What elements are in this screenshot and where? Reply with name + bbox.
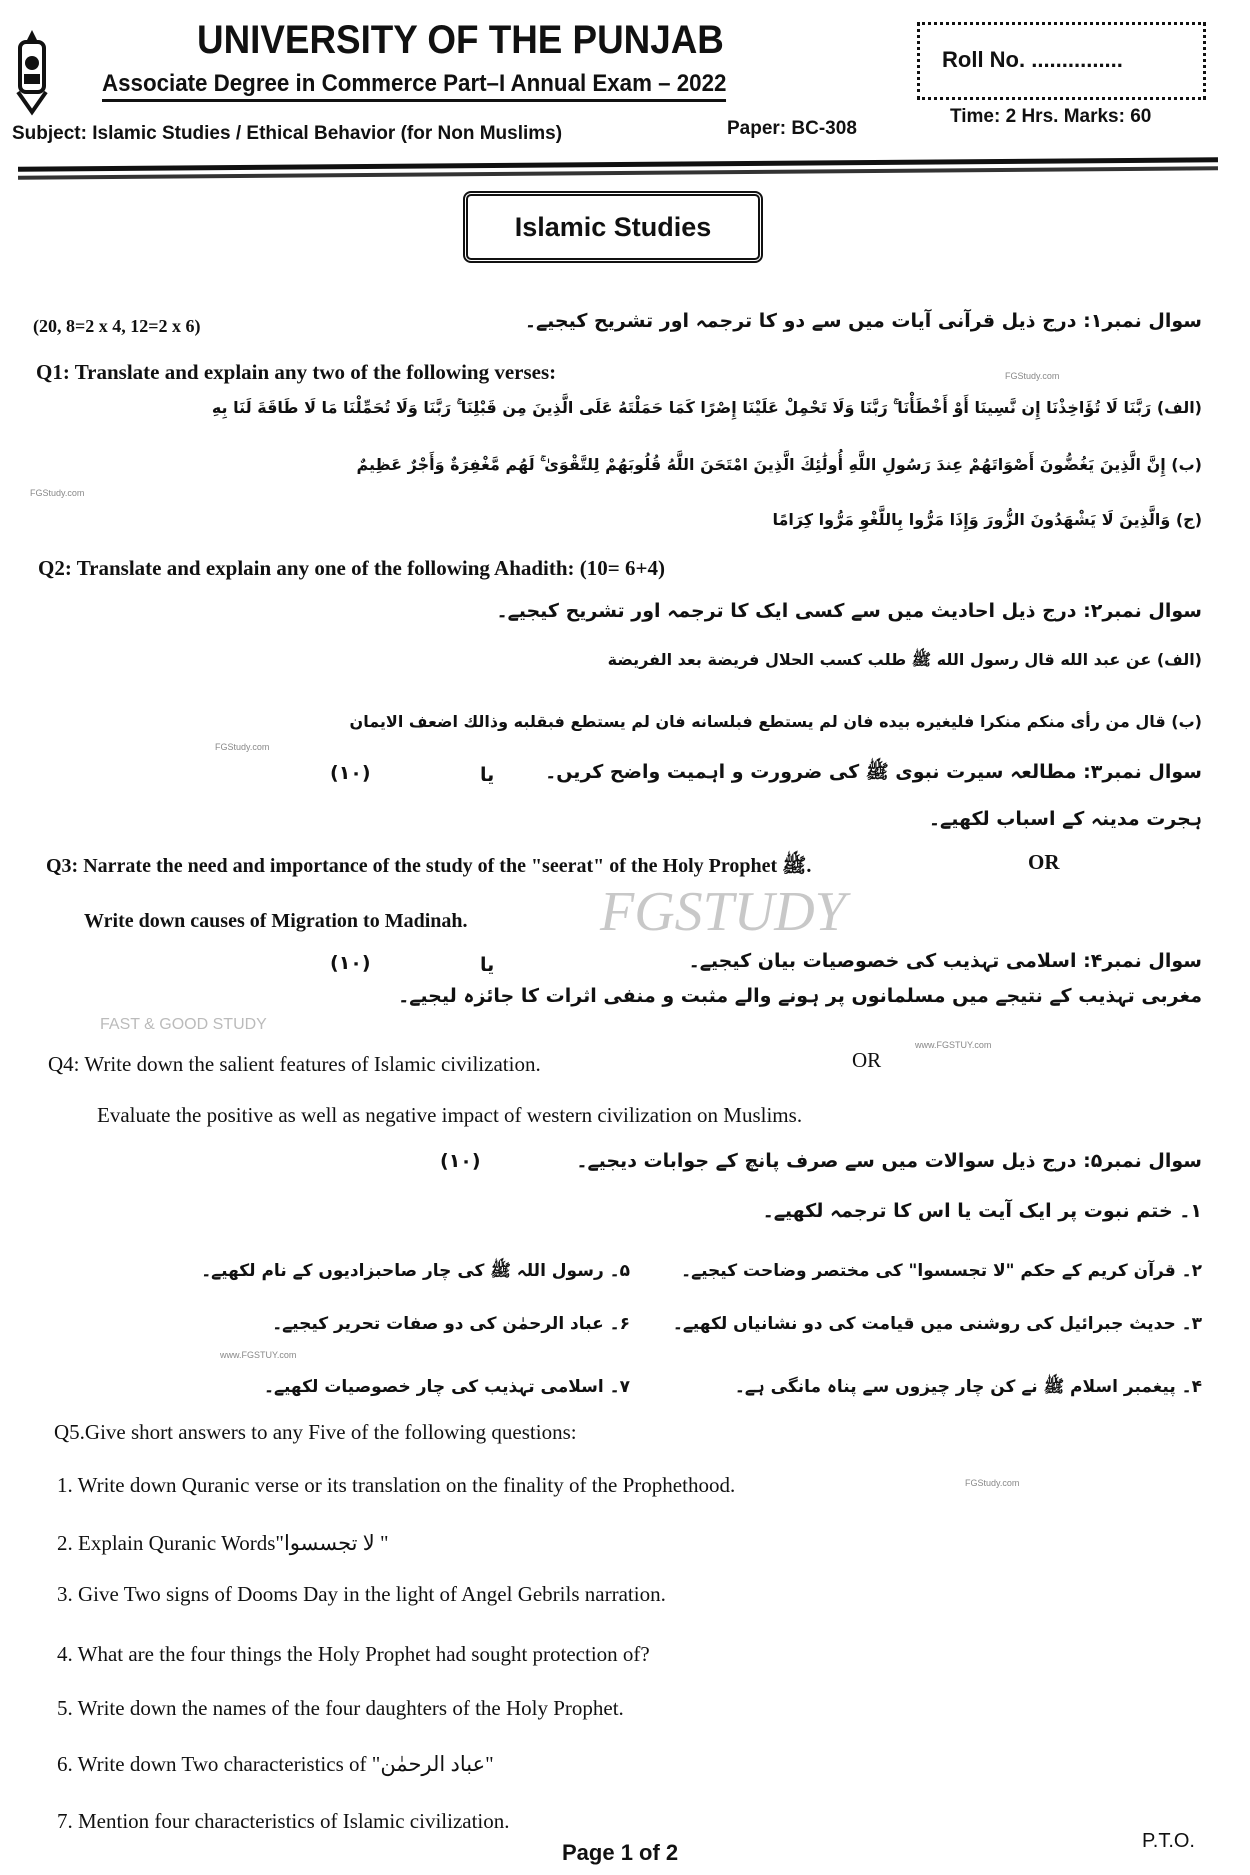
university-title: UNIVERSITY OF THE PUNJAB <box>197 18 724 62</box>
page-number: Page 1 of 2 <box>562 1840 679 1865</box>
q5-item: 6. Write down Two characteristics of "عباد الرحمٰن" <box>57 1752 494 1776</box>
q5-urdu-marks: (۱۰) <box>440 1150 481 1172</box>
q2-urdu: سوال نمبر۲: درج ذیل احادیث میں سے کسی ایک کا ترجمہ اور تشریح کیجیے۔ <box>496 600 1202 622</box>
q1-verse-a-block <box>32 396 1202 420</box>
watermark-text: FGStudy.com <box>965 1478 1020 1488</box>
q1-verse-a: (الف) رَبَّنَا لَا تُؤَاخِذْنَا إِن نَّسِينَا أَوْ أَخْطَأْنَا ۚ رَبَّنَا وَلَا تَحْمِلْ عَلَيْنَا إِصْرًا كَمَا حَمَلْتَهُ عَلَى الَّذِينَ مِن قَبْلِنَا ۚ رَبَّنَا وَلَا تُحَمِّلْنَا مَا لَا طَاقَةَ لَنَا <box>233 398 1202 417</box>
q2-hadith-a: (الف) عن عبد الله قال رسول الله ﷺ طلب كسب الحلال فريضة بعد الفريضة <box>607 650 1202 669</box>
q4-english-alt: Evaluate the positive as well as negative impact of western civilization on Muslims. <box>97 1103 803 1127</box>
q5-urdu-item: ۷۔ اسلامی تہذیب کی چار خصوصیات لکھیے۔ <box>264 1377 630 1397</box>
q3-urdu: سوال نمبر۳: مطالعہ سیرت نبوی ﷺ کی ضرورت و اہمیت واضح کریں۔ <box>545 761 1202 783</box>
exam-title: Associate Degree in Commerce Part–I Annual Exam – 2022 <box>102 70 726 102</box>
watermark-text: www.FGSTUY.com <box>220 1350 297 1360</box>
roll-number-box <box>917 22 1206 100</box>
q1-verse-b: (ب) إِنَّ الَّذِينَ يَغُضُّونَ أَصْوَاتَهُمْ عِندَ رَسُولِ اللَّهِ أُولَٰئِكَ الَّذِينَ امْتَحَنَ اللَّهُ قُلُوبَهُمْ لِلتَّقْوَىٰ ۚ لَهُم مَّغْفِرَةٌ وَأَجْرٌ عَظِيمٌ <box>356 455 1202 474</box>
time-marks: Time: 2 Hrs. Marks: 60 <box>950 106 1152 127</box>
q5-item: 2. Explain Quranic Words"لا تجسسوا " <box>57 1531 389 1555</box>
watermark-logo: FGSTUDY <box>600 881 846 943</box>
q5-urdu-item: ۳۔ حدیث جبرائیل کی روشنی میں قیامت کی دو نشانیاں لکھیے۔ <box>672 1314 1202 1334</box>
q4-urdu-or: یا <box>480 954 495 976</box>
q2-hadith-b: (ب) قال من رأى منكم منكرا فليغيره بيده فان لم يستطع فبلسانه فان لم يستطع فبقلبه وذالك اضعف الايمان <box>349 712 1202 731</box>
q3-urdu-alt: ہجرت مدینہ کے اسباب لکھیے۔ <box>928 808 1202 830</box>
q2-english: Q2: Translate and explain any one of the following Ahadith: (10= 6+4) <box>38 556 665 580</box>
university-logo <box>12 28 52 118</box>
q4-or: OR <box>852 1048 882 1072</box>
watermark-text: www.FGSTUY.com <box>915 1040 992 1050</box>
q4-urdu-marks: (۱۰) <box>330 952 371 974</box>
q5-urdu-item: ۱۔ ختم نبوت پر ایک آیت یا اس کا ترجمہ لکھیے۔ <box>762 1200 1202 1222</box>
q5-item: 1. Write down Quranic verse or its translation on the finality of the Prophethood. <box>57 1473 736 1497</box>
watermark-text: FGStudy.com <box>1005 371 1060 381</box>
q4-english: Q4: Write down the salient features of Islamic civilization. <box>48 1052 541 1076</box>
q3-or: OR <box>1028 850 1060 874</box>
q1-english: Q1: Translate and explain any two of the following verses: <box>36 360 557 384</box>
q1-marks: (20, 8=2 x 4, 12=2 x 6) <box>33 316 201 336</box>
q5-urdu-item: ۵۔ رسول اللہ ﷺ کی چار صاحبزادیوں کے نام لکھیے۔ <box>201 1261 630 1281</box>
q5-urdu-item: ۶۔ عباد الرحمٰن کی دو صفات تحریر کیجیے۔ <box>272 1314 630 1334</box>
q5-urdu-item: ۴۔ پیغمبر اسلام ﷺ نے کن چار چیزوں سے پناہ مانگی ہے۔ <box>734 1377 1202 1397</box>
q1-urdu: سوال نمبر۱: درج ذیل قرآنی آیات میں سے دو کا ترجمہ اور تشریح کیجیے۔ <box>524 310 1202 332</box>
q3-urdu-marks: (۱۰) <box>330 762 371 784</box>
q5-item: 7. Mention four characteristics of Islamic civilization. <box>57 1809 510 1833</box>
watermark-tagline: FAST & GOOD STUDY <box>100 1016 267 1033</box>
q5-urdu: سوال نمبر۵: درج ذیل سوالات میں سے صرف پانچ کے جوابات دیجیے۔ <box>576 1150 1202 1172</box>
watermark-text: FGStudy.com <box>215 742 270 752</box>
watermark-text: FGStudy.com <box>30 488 85 498</box>
q5-item: 5. Write down the names of the four daughters of the Holy Prophet. <box>57 1696 624 1720</box>
paper-code: Paper: BC-308 <box>727 118 857 139</box>
q1-verse-a-cont: بِهِ <box>211 398 228 417</box>
q1-verse-c: (ج) وَالَّذِينَ لَا يَشْهَدُونَ الزُّورَ وَإِذَا مَرُّوا بِاللَّغْوِ مَرُّوا كِرَامًا <box>772 510 1202 529</box>
q5-urdu-item: ۲۔ قرآن کریم کے حکم "لا تجسسوا" کی مختصر وضاحت کیجیے۔ <box>681 1261 1202 1281</box>
subject-line: Subject: Islamic Studies / Ethical Behavior (for Non Muslims) <box>12 123 563 144</box>
q5-english: Q5.Give short answers to any Five of the following questions: <box>54 1420 577 1444</box>
q5-item: 3. Give Two signs of Dooms Day in the light of Angel Gebrils narration. <box>57 1582 666 1606</box>
section-title-box <box>463 191 763 263</box>
q3-urdu-or: یا <box>480 764 495 786</box>
q3-english-alt: Write down causes of Migration to Madinah. <box>84 910 468 932</box>
q4-urdu-alt: مغربی تہذیب کے نتیجے میں مسلمانوں پر ہونے والے مثبت و منفی اثرات کا جائزہ لیجیے۔ <box>398 985 1202 1007</box>
pto-label: P.T.O. <box>1142 1830 1195 1852</box>
q3-english: Q3: Narrate the need and importance of the study of the "seerat" of the Holy Prophet ﷺ. <box>46 855 812 877</box>
q5-item: 4. What are the four things the Holy Prophet had sought protection of? <box>57 1642 650 1666</box>
q4-urdu: سوال نمبر۴: اسلامی تہذیب کی خصوصیات بیان کیجیے۔ <box>688 950 1202 972</box>
roll-number-label: Roll No. ............... <box>942 47 1123 72</box>
section-title: Islamic Studies <box>514 212 712 242</box>
